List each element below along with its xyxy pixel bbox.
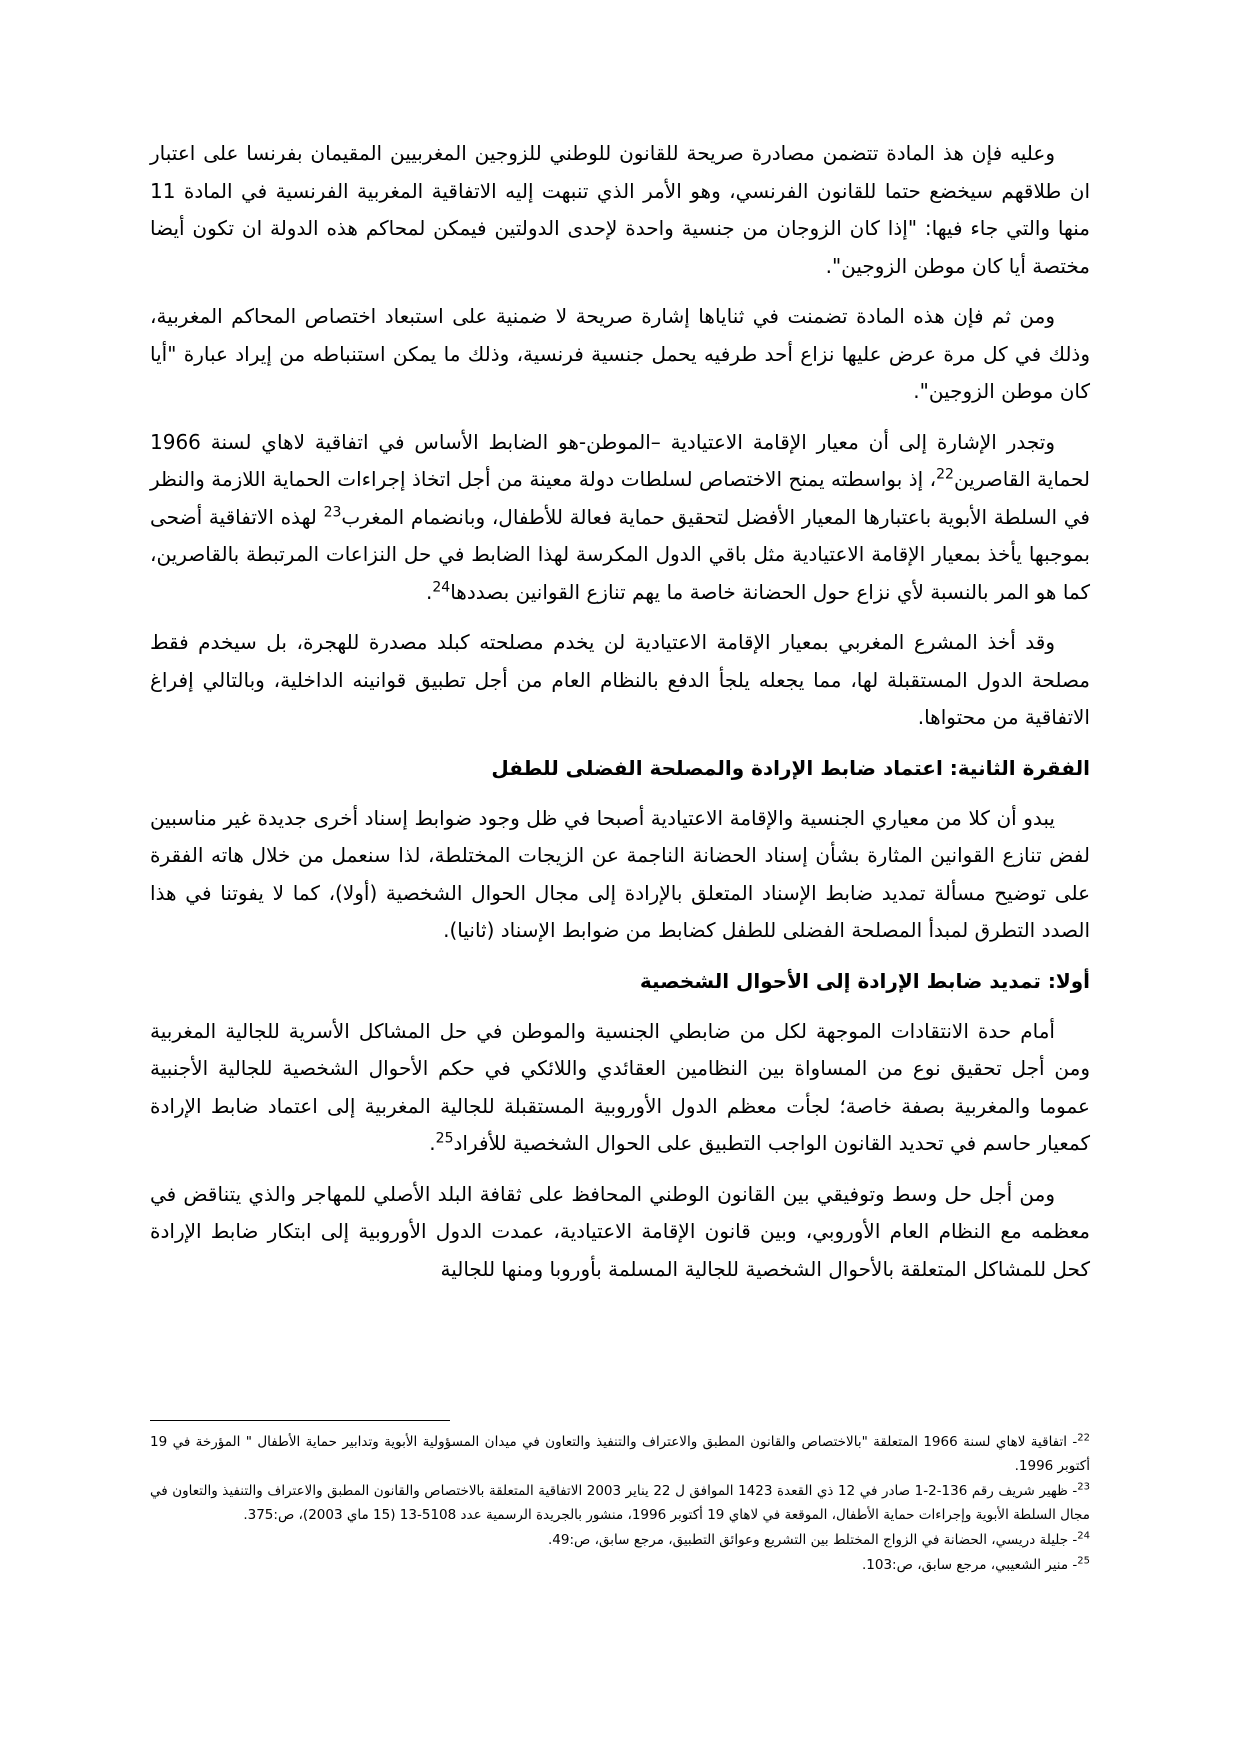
paragraph-1: وعليه فإن هذ المادة تتضمن مصادرة صريحة للقانون للوطني للزوجين المغربيين المقيمان بفرنسا على اعتبار ان طلاقهم سيخضع حتما للقانون الفرنسي، وهو الأمر الذي تنبهت إليه الاتفاقية المغربية الفرنسية في المادة 11 منها والتي جاء فيها: "إذا كان الزوجان من جنسية واحدة لإحدى الدولتين فيمكن لمحاكم هذه الدولة ان تكون أيضا مختصة أيا كان موطن الزوجين". (150, 141, 1090, 278)
document-body (150, 135, 1090, 1301)
section-heading-paragraph-two: الفقرة الثانية: اعتماد ضابط الإرادة والمصلحة الفضلى للطفل (491, 755, 1090, 780)
footnote-22: $^{22}$- اتفاقية لاهاي لسنة 1966 المتعلقة "بالاختصاص والقانون المطبق والاعتراف والتنفيذ والتعاون في ميدان المسؤولية الأبوية وتدابير حماية الأطفال " المؤرخة في 19 أكتوبر 1996. (150, 1432, 1091, 1474)
paragraph-3: وتجدر الإشارة إلى أن معيار الإقامة الاعتيادية –الموطن-هو الضابط الأساس في اتفاقية لاهاي لسنة 1966 لحماية القاصرين$^{22}$، إذ بواسطته يمنح الاختصاص لسلطات دولة معينة من أجل اتخاذ إجراءات الحماية اللازمة والنظر في السلطة الأبوية باعتبارها المعيار الأفضل لتحقيق حماية فعالة للأطفال، وبانضمام المغرب$^{23}$ لهذه الاتفاقية أضحى بموجبها يأخذ بمعيار الإقامة الاعتيادية مثل باقي الدول المكرسة لهذا الضابط في حل النزاعات المرتبطة بالقاصرين، كما هو المر بالنسبة لأي نزاع حول الحضانة خاصة ما يهم تنازع القوانين بصددها$^{24}$. (150, 429, 1091, 604)
footnote-ref-23: 23 (323, 503, 342, 520)
footnote-ref-22: 22 (936, 466, 954, 483)
paragraph-5: يبدو أن كلا من معياري الجنسية والإقامة الاعتيادية أصبحا في ظل وجود ضوابط إسناد أخرى جديدة غير مناسبين لفض تنازع القوانين المثارة بشأن إسناد الحضانة الناجمة عن الزيجات المختلطة، لذا سنعمل من خلال هاته الفقرة على توضيح مسألة تمديد ضابط الإسناد المتعلق بالإرادة إلى مجال الحوال الشخصية (أولا)، كما لا يفوتنا في هذا الصدد التطرق لمبدأ المصلحة الفضلى للطفل كضابط من ضوابط الإسناد (ثانيا). (150, 805, 1090, 942)
footnote-24: $^{24}$- جليلة دريسي، الحضانة في الزواج المختلط بين التشريع وعوائق التطبيق، مرجع سابق، ص:49. (548, 1530, 1090, 1548)
paragraph-6: أمام حدة الانتقادات الموجهة لكل من ضابطي الجنسية والموطن في حل المشاكل الأسرية للجالية المغربية ومن أجل تحقيق نوع من المساواة بين النظامين العقائدي واللائكي في حكم الأحوال الشخصية للجالية الأجنبية عموما والمغربية بصفة خاصة؛ لجأت معظم الدول الأوروبية المستقبلة للجالية المغربية إلى اعتماد ضابط الإرادة كمعيار حاسم في تحديد القانون الواجب التطبيق على الحوال الشخصية للأفراد$^{25}$. (150, 1018, 1090, 1155)
subsection-heading-first: أولا: تمديد ضابط الإرادة إلى الأحوال الشخصية (639, 968, 1090, 993)
footnote-25: $^{25}$- منير الشعيبي، مرجع سابق، ص:103. (861, 1555, 1090, 1573)
footnote-ref-24: 24 (432, 578, 451, 595)
footnote-ref-25: 25 (435, 1130, 454, 1147)
footnote-separator (150, 1420, 450, 1421)
paragraph-7: ومن أجل حل وسط وتوفيقي بين القانون الوطني المحافظ على ثقافة البلد الأصلي للمهاجر والذي يتناقض في معظمه مع النظام العام الأوروبي، وبين قانون الإقامة الاعتيادية، عمدت الدول الأوروبية إلى ابتكار ضابط الإرادة كحل للمشاكل المتعلقة بالأحوال الشخصية للجالية المسلمة بأوروبا ومنها للجالية (150, 1181, 1090, 1281)
footnote-23: $^{23}$- ظهير شريف رقم 136-2-1 صادر في 12 ذي القعدة 1423 الموافق ل 22 يناير 2003 الاتفاقية المتعلقة بالاختصاص والقانون المطبق والاعتراف والتنفيذ والتعاون في مجال السلطة الأبوية وإجراءات حماية الأطفال، الموقعة في لاهاي 19 أكتوبر 1996، منشور بالجريدة الرسمية عدد 5108-13 (15 ماي 2003)، ص:375. (150, 1481, 1091, 1523)
paragraph-2: ومن ثم فإن هذه المادة تضمنت في ثناياها إشارة صريحة لا ضمنية على استبعاد اختصاص المحاكم المغربية، وذلك في كل مرة عرض عليها نزاع أحد طرفيه يحمل جنسية فرنسية، وذلك ما يمكن استنباطه من إيراد عبارة "أيا كان موطن الزوجين". (150, 304, 1090, 403)
footnotes (150, 1430, 1090, 1578)
paragraph-4: وقد أخذ المشرع المغربي بمعيار الإقامة الاعتيادية لن يخدم مصلحته كبلد مصدرة للهجرة، بل سيخدم فقط مصلحة الدول المستقبلة لها، مما يجعله يلجأ الدفع بالنظام العام من أجل تطبيق قوانينه الداخلية، وبالتالي إفراغ الاتفاقية من محتواها. (150, 630, 1090, 729)
